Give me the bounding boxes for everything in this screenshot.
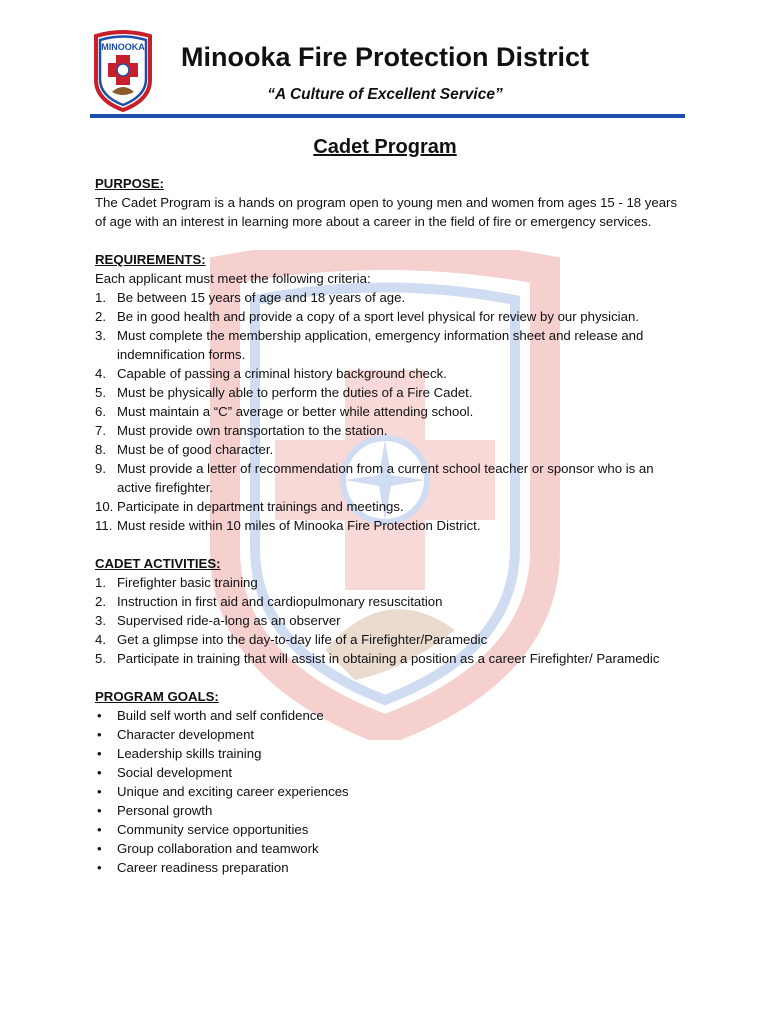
list-item: 4. Get a glimpse into the day-to-day life of a Firefighter/Paramedic — [95, 632, 488, 647]
activities-list — [95, 573, 680, 668]
header-rule — [90, 114, 685, 118]
list-item: 7. Must provide own transportation to the station. — [95, 423, 388, 438]
document-heading: Cadet Program — [313, 136, 457, 158]
activities-title: CADET ACTIVITIES: — [95, 556, 221, 571]
list-item: 6. Must maintain a “C” average or better while attending school. — [95, 404, 474, 419]
bullet-icon: • — [97, 727, 102, 742]
document-body — [95, 174, 680, 877]
list-item: • Leadership skills training — [97, 746, 262, 761]
list-item: • Community service opportunities — [97, 822, 309, 837]
goals-title: PROGRAM GOALS: — [95, 689, 219, 704]
list-item: 5. Must be physically able to perform the duties of a Fire Cadet. — [95, 385, 473, 400]
list-item: 1. Firefighter basic training — [95, 575, 258, 590]
list-item: 2. Be in good health and provide a copy of a sport level physical for review by our physician. — [95, 309, 639, 324]
list-item: 5. Participate in training that will assist in obtaining a position as a career Firefighter/ Paramedic — [95, 651, 660, 666]
bullet-icon: • — [97, 841, 102, 856]
bullet-icon: • — [97, 822, 102, 837]
list-item: 9. Must provide a letter of recommendation from a current school teacher or sponsor who is an active firefighter. — [95, 461, 654, 495]
bullet-icon: • — [97, 746, 102, 761]
purpose-title: PURPOSE: — [95, 176, 164, 191]
bullet-icon: • — [97, 708, 102, 723]
list-item: 1. Be between 15 years of age and 18 years of age. — [95, 290, 406, 305]
list-item: • Career readiness preparation — [97, 860, 289, 875]
list-item: 4. Capable of passing a criminal history background check. — [95, 366, 447, 381]
purpose-text: The Cadet Program is a hands on program open to young men and women from ages 15 - 18 years of age with an interest in learning more about a career in the field of fire or emergency services. — [95, 195, 678, 229]
bullet-icon: • — [97, 765, 102, 780]
list-item: 3. Supervised ride-a-long as an observer — [95, 613, 341, 628]
list-item: 8. Must be of good character. — [95, 442, 274, 457]
bullet-icon: • — [97, 860, 102, 875]
svg-text:MINOOKA: MINOOKA — [101, 42, 145, 52]
list-item: 3. Must complete the membership application, emergency information sheet and release and indemnification forms. — [95, 328, 644, 362]
district-title: Minooka Fire Protection District — [180, 42, 590, 72]
list-item: • Build self worth and self confidence — [97, 708, 324, 723]
bullet-icon: • — [97, 784, 102, 799]
requirements-intro: Each applicant must meet the following criteria: — [95, 271, 371, 286]
list-item: • Group collaboration and teamwork — [97, 841, 319, 856]
list-item: • Social development — [97, 765, 233, 780]
list-item: 11. Must reside within 10 miles of Minooka Fire Protection District. — [95, 518, 481, 533]
list-item: • Personal growth — [97, 803, 213, 818]
list-item: • Unique and exciting career experiences — [97, 784, 349, 799]
list-item: • Character development — [97, 727, 255, 742]
list-item: 10. Participate in department trainings and meetings. — [95, 499, 404, 514]
bullet-icon: • — [97, 803, 102, 818]
requirements-list — [95, 288, 680, 535]
tagline: “A Culture of Excellent Service” — [267, 86, 503, 103]
list-item: 2. Instruction in first aid and cardiopulmonary resuscitation — [95, 594, 443, 609]
goals-list — [95, 706, 680, 877]
requirements-title: REQUIREMENTS: — [95, 252, 206, 267]
